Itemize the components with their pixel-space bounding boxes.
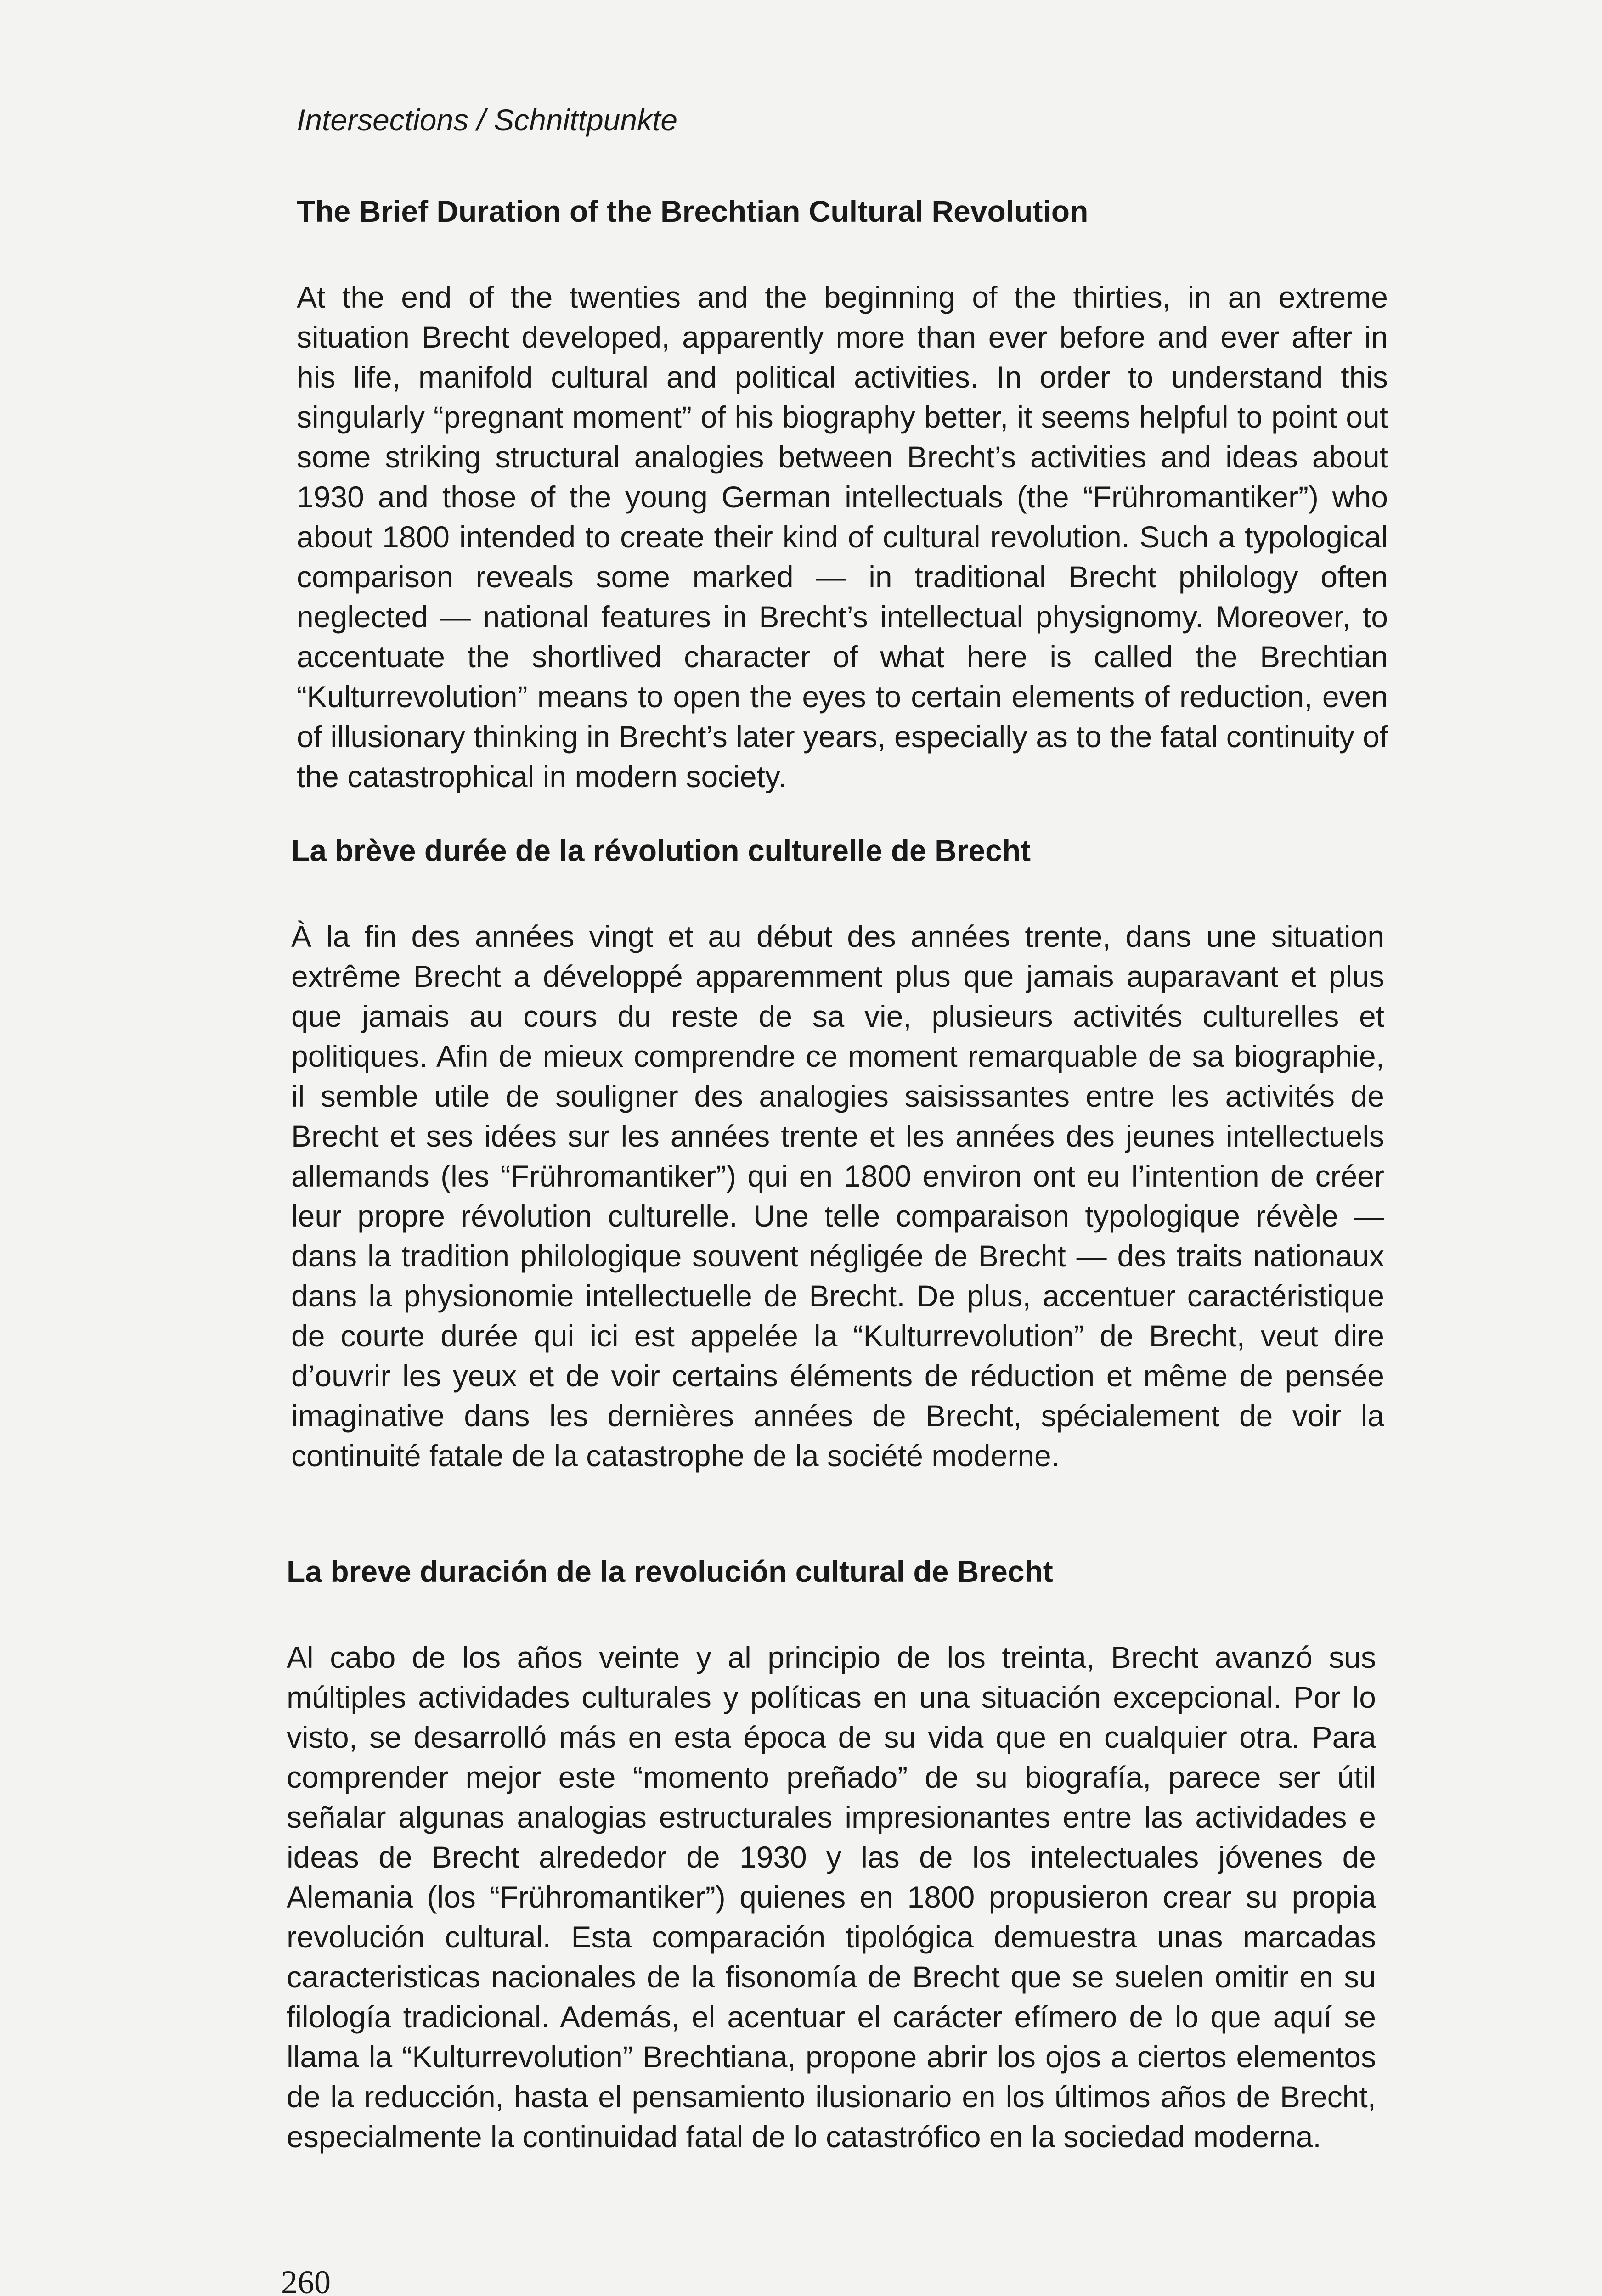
heading-french: La brève durée de la révolution culturelle de Brecht bbox=[291, 833, 1031, 867]
heading-spanish: La breve duración de la revolución cultural de Brecht bbox=[287, 1554, 1053, 1588]
abstract-english bbox=[297, 192, 1388, 797]
page-number: 260 bbox=[281, 2264, 331, 2296]
running-head: Intersections / Schnittpunkte bbox=[297, 103, 678, 137]
heading-english: The Brief Duration of the Brechtian Cultural Revolution bbox=[297, 194, 1089, 228]
abstract-spanish bbox=[287, 1552, 1376, 2157]
body-french: À la fin des années vingt et au début des années trente, dans une situation extrême Brecht a développé apparemment plus que jamais auparavant et plus que jamais au cours du reste de sa vie, plusieurs activités culturelles et politiques. Afin de mieux comprendre ce moment remarquable de sa biographie, il semble utile de souligner des analogies saisissantes entre les activités de Brecht et ses idées sur les années trente et les années des jeunes intellectuels allemands (les “Frühromantiker”) qui en 1800 environ ont eu l’intention de créer leur propre révolution culturelle. Une telle comparaison typologique révèle — dans la tradition philologique souvent négligée de Brecht — des traits nationaux dans la physionomie intellectuelle de Brecht. De plus, accentuer caractéristique de courte durée qui ici est appelée la “Kulturrevolution” de Brecht, veut dire d’ouvrir les yeux et de voir certains éléments de réduction et même de pensée imaginative dans les dernières années de Brecht, spécialement de voir la continuité fatale de la catastrophe de la société moderne. bbox=[291, 919, 1384, 1473]
body-spanish: Al cabo de los años veinte y al principio de los treinta, Brecht avanzó sus múltiples actividades culturales y políticas en una situación excepcional. Por lo visto, se desarrolló más en esta época de su vida que en cualquier otra. Para comprender mejor este “momento preñado” de su biografía, parece ser útil señalar algunas analogias estructurales impresionantes entre las actividades e ideas de Brecht alrededor de 1930 y las de los intelectuales jóvenes de Alemania (los “Frühromantiker”) quienes en 1800 propusieron crear su propia revolución cultural. Esta comparación tipológica demuestra unas marcadas caracteristicas nacionales de la fisonomía de Brecht que se suelen omitir en su filología tradicional. Además, el acentuar el carácter efímero de lo que aquí se llama la “Kulturrevolution” Brechtiana, propone abrir los ojos a ciertos elementos de la reducción, hasta el pensamiento ilusionario en los últimos años de Brecht, especialmente la continuidad fatal de lo catastrófico en la sociedad moderna. bbox=[287, 1640, 1376, 2154]
body-english: At the end of the twenties and the beginning of the thirties, in an extreme situation Brecht developed, apparently more than ever before and ever after in his life, manifold cultural and political activities. In order to understand this singularly “pregnant moment” of his biography better, it seems helpful to point out some striking structural analogies between Brecht’s activities and ideas about 1930 and those of the young German intellectuals (the “Frühromantiker”) who about 1800 intended to create their kind of cultural revolution. Such a typological comparison reveals some marked — in traditional Brecht philology often neglected — national features in Brecht’s intellectual physignomy. Moreover, to accentuate the shortlived character of what here is called the Brechtian “Kulturrevolution” means to open the eyes to certain elements of reduction, even of illusionary thinking in Brecht’s later years, especially as to the fatal continuity of the catastrophical in modern society. bbox=[297, 280, 1388, 793]
abstract-french bbox=[291, 831, 1384, 1476]
